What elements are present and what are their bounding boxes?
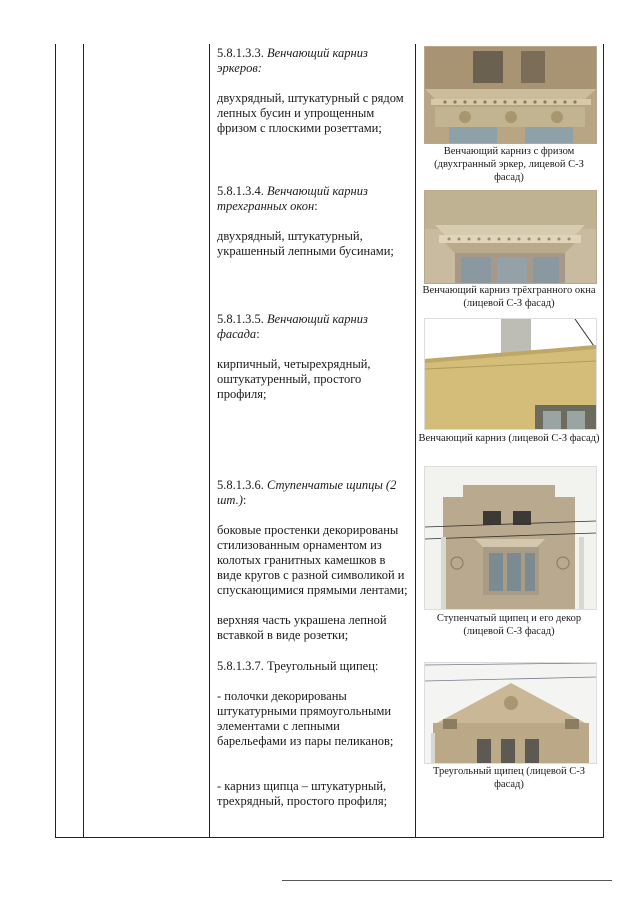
row-number: 5.8.1.3.6. (217, 478, 264, 492)
row-text-4 (217, 478, 409, 643)
table-border-col2 (209, 44, 210, 838)
photo-caption: Ступенчатый щипец и его декор (лицевой С-З фасад) (436, 613, 582, 637)
row-text-1 (217, 46, 409, 136)
row-paragraph: двухрядный, штукатурный, украшенный лепными бусинами; (217, 229, 394, 258)
photo-caption: Треугольный щипец (лицевой С-З фасад) (432, 766, 586, 790)
row-number: 5.8.1.3.7. (217, 659, 264, 673)
row-number: 5.8.1.3.4. (217, 184, 264, 198)
row-heading: 5.8.1.3.6. Ступенчатые щипцы (2 шт.): (217, 478, 397, 507)
row-title: Венчающий карниз эркеров: (217, 46, 368, 75)
row-heading (217, 46, 409, 76)
row-heading: 5.8.1.3.4. Венчающий карниз трехгранных окон: (217, 184, 368, 213)
building-photo (424, 190, 597, 284)
row-text-3 (217, 312, 409, 402)
scan-edge-line (282, 880, 612, 881)
building-photo (424, 46, 597, 144)
table-border-bottom (55, 837, 604, 838)
row-paragraph: - полочки декорированы штукатурными прямоугольными элементами с лепными барельефами из пары пеликанов; (217, 689, 394, 748)
table-border-right (603, 44, 604, 838)
row-title: Венчающий карниз трехгранных окон (217, 184, 368, 213)
building-photo (424, 662, 597, 764)
photo-caption: Венчающий карниз с фризом (двухгранный эркер, лицевой С-З фасад) (434, 146, 584, 183)
table-border-col3 (415, 44, 416, 838)
row-title: Треугольный щипец: (267, 659, 379, 673)
photo-caption: Венчающий карниз (лицевой С-З фасад) (418, 433, 600, 444)
table-border-col1 (83, 44, 84, 838)
photo-caption: Венчающий карниз трёхгранного окна (лицевой С-З фасад) (422, 285, 596, 309)
row-paragraph: - карниз щипца – штукатурный, трехрядный, простого профиля; (217, 779, 388, 808)
row-heading (217, 659, 409, 674)
row-text-2 (217, 184, 409, 259)
row-text-5 (217, 659, 409, 809)
building-photo (424, 318, 597, 430)
row-paragraph: верхняя часть украшена лепной вставкой в виде розетки; (217, 613, 387, 642)
row-heading: 5.8.1.3.5. Венчающий карниз фасада: (217, 312, 368, 341)
building-photo (424, 466, 597, 610)
row-paragraph: кирпичный, четырехрядный, оштукатуренный, простого профиля; (217, 357, 371, 401)
row-number: 5.8.1.3.5. (217, 312, 264, 326)
row-number: 5.8.1.3.3. (217, 46, 264, 60)
row-paragraph: боковые простенки декорированы стилизованным орнаментом из колотых гранитных камешков в виде кругов с разной символикой и спускающимися прямыми лентами; (217, 523, 408, 597)
row-paragraph: двухрядный, штукатурный с рядом лепных бусин и упрощенным фризом с плоскими розеттами; (217, 91, 404, 135)
row-title: Ступенчатые щипцы (2 шт.) (217, 478, 397, 507)
row-title: Венчающий карниз фасада (217, 312, 368, 341)
table-border-left (55, 44, 56, 838)
